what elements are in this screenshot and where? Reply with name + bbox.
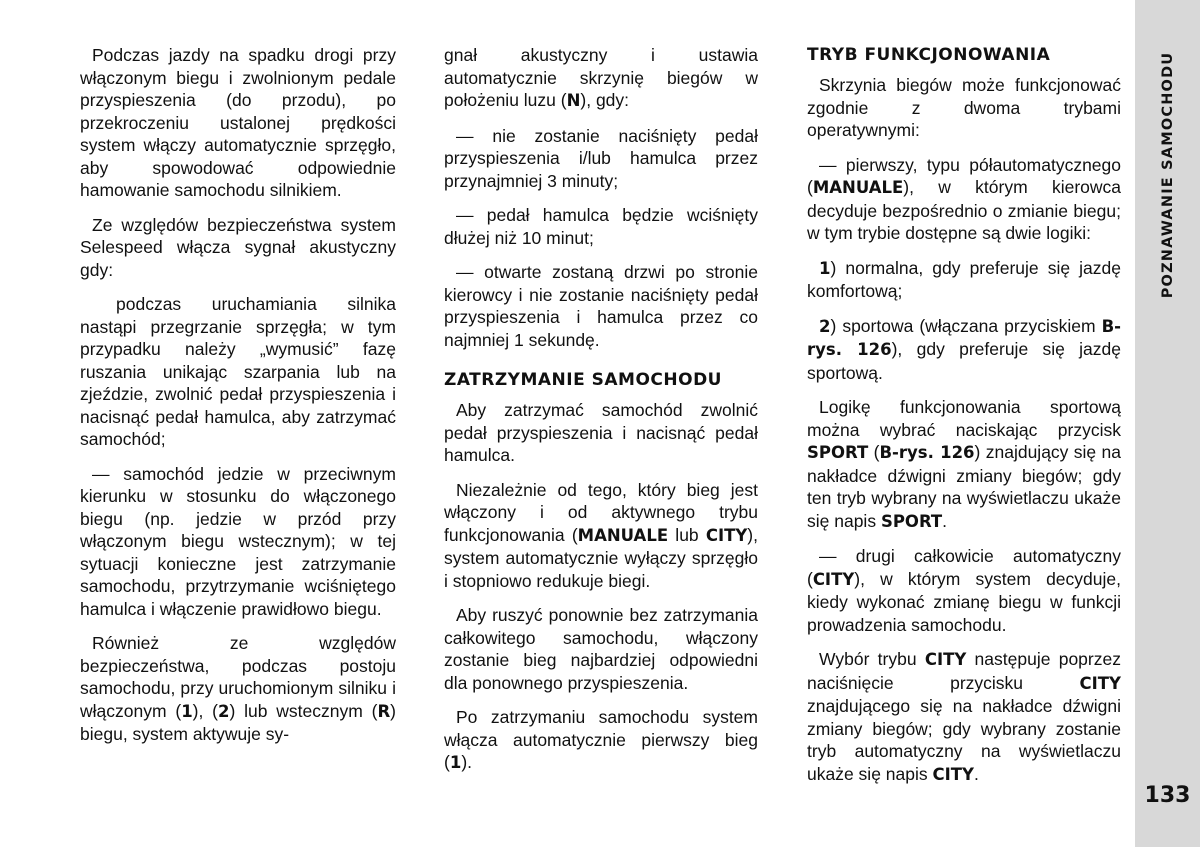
- text-run: lub: [668, 524, 706, 545]
- page-number: 133: [1144, 783, 1191, 808]
- text-run: .: [973, 763, 979, 784]
- text-run: ) biegu, system aktywuje sy-: [80, 700, 396, 744]
- text-run: Po zatrzymaniu samochodu system włącza automatycznie pierwszy bieg (: [444, 707, 758, 772]
- text-run: ) znajdujący się na nakładce dźwigni zmiany biegów; gdy ten tryb wybrany na wyświetlaczu ukaże się napis: [807, 442, 1121, 531]
- mode-label: CITY: [924, 650, 967, 669]
- figure-reference: B-rys. 126: [879, 443, 975, 462]
- text-run: — drugi całkowicie automatyczny (: [807, 546, 1121, 589]
- paragraph: Podczas jazdy na spadku drogi przy włączonym biegu i zwolnionym pedale przyspieszenia (do przodu), po przekroczeniu ustalonej prędkości system włączy automatycznie sprzęgło, aby spowodować odpowiednie hamowanie samochodu silnikiem.: [80, 45, 396, 200]
- paragraph: Aby ruszyć ponownie bez zatrzymania całkowitego samochodu, włączony zostanie bieg najbardziej odpowiedni dla ponownego przyspieszenia.: [444, 605, 758, 693]
- text-run: ) sportowa (włączana przyciskiem: [830, 315, 1102, 336]
- text-run: Wybór trybu: [819, 649, 925, 669]
- gear-label: 2: [218, 701, 230, 721]
- section-heading: TRYB FUNKCJONOWANIA: [807, 45, 1051, 65]
- chapter-title: POZNAWANIE SAMOCHODU: [1159, 51, 1176, 299]
- paragraph: Skrzynia biegów może funkcjonować zgodnie z dwoma trybami operatywnymi:: [807, 75, 1121, 140]
- paragraph: [807, 396, 1121, 533]
- paragraph: [80, 632, 396, 746]
- paragraph: podczas uruchamiania silnika nastąpi przegrzanie sprzęgła; w tym przypadku należy „wymusić” fazę ruszania unikając szarpania lub na zjeździe, zwolnić pedał przyspieszenia i nacisnąć pedał hamulca, aby zatrzymać samochód;: [80, 294, 396, 449]
- button-label: SPORT: [807, 443, 869, 462]
- paragraph: [807, 154, 1121, 245]
- text-run: ), gdy preferuje się jazdę sportową.: [807, 339, 1121, 383]
- text-run: Logikę funkcjonowania sportową można wybrać naciskając przycisk: [807, 397, 1121, 440]
- paragraph: [807, 545, 1121, 636]
- button-label: CITY: [1079, 673, 1121, 693]
- gear-label: R: [377, 701, 391, 721]
- display-label: CITY: [932, 764, 974, 784]
- text-run: gnał akustyczny i ustawia automatycznie skrzynię biegów w położeniu luzu (: [444, 45, 758, 110]
- paragraph: — pedał hamulca będzie wciśnięty dłużej niż 10 minut;: [444, 205, 758, 248]
- paragraph: [444, 706, 758, 775]
- paragraph: [444, 44, 758, 113]
- column-2: [444, 44, 758, 787]
- section-heading: ZATRZYMANIE SAMOCHODU: [444, 370, 722, 390]
- paragraph: Ze względów bezpieczeństwa system Selespeed włącza sygnał akustyczny gdy:: [80, 214, 396, 280]
- paragraph: — otwarte zostaną drzwi po stronie kierowcy i nie zostanie naciśnięty pedał przyspieszenia i hamulca przez co najmniej 1 sekundę.: [444, 262, 758, 350]
- column-1: [80, 44, 396, 758]
- gear-label: 1: [181, 701, 193, 721]
- figure-reference: B-rys. 126: [807, 316, 1121, 359]
- text-run: ), system automatycznie wyłączy sprzęgło i stopniowo redukuje biegi.: [444, 524, 758, 591]
- display-label: SPORT: [880, 511, 943, 531]
- text-run: ) lub wstecznym (: [229, 700, 378, 721]
- paragraph: [807, 257, 1121, 303]
- text-run: — pierwszy, typu półautomatycznego (: [807, 154, 1121, 197]
- paragraph: — samochód jedzie w przeciwnym kierunku w stosunku do włączonego biegu (np. jedzie w przód przy włączonym biegu wstecznym); w tej sytuacji konieczne jest zatrzymanie samochodu, przytrzymanie wciśniętego hamulca i włączenie prawidłowo biegu.: [80, 463, 396, 619]
- text-run: ), gdy:: [580, 90, 630, 110]
- paragraph: [807, 648, 1121, 786]
- text-run: (: [868, 442, 880, 462]
- gear-label: 1: [449, 753, 462, 772]
- chapter-title-tab: [1135, 0, 1200, 330]
- mode-label: CITY: [812, 569, 855, 589]
- text-run: ), w którym system decyduje, kiedy wykonać zmianę biegu w funkcji prowadzenia samochodu.: [807, 568, 1121, 635]
- column-3: [807, 44, 1121, 798]
- mode-label: MANUALE: [577, 525, 669, 545]
- text-run: Niezależnie od tego, który bieg jest włączony i od aktywnego trybu funkcjonowania (: [444, 479, 758, 545]
- mode-label: MANUALE: [812, 178, 904, 197]
- paragraph: [807, 315, 1121, 385]
- text-run: .: [942, 510, 948, 531]
- logic-number: 1: [819, 258, 831, 278]
- text-run: ).: [461, 752, 473, 772]
- paragraph: [444, 479, 758, 593]
- paragraph: Aby zatrzymać samochód zwolnić pedał przyspieszenia i nacisnąć pedał hamulca.: [444, 400, 758, 465]
- text-run: Również ze względów bezpieczeństwa, podczas postoju samochodu, przy uruchomionym silniku i włączonym (: [80, 633, 396, 721]
- text-run: ), w którym kierowca decyduje bezpośrednio o zmianie biegu; w tym trybie dostępne są dwie logiki:: [807, 177, 1121, 243]
- text-run: ) normalna, gdy preferuje się jazdę komfortową;: [807, 257, 1121, 301]
- text-run: znajdującego się na nakładce dźwigni zmiany biegów; gdy wybrany zostanie tryb automatyczny na wyświetlaczu ukaże się napis: [807, 696, 1121, 784]
- mode-label: CITY: [705, 525, 748, 545]
- logic-number: 2: [819, 316, 831, 336]
- text-run: ), (: [192, 700, 218, 721]
- text-run: następuje poprzez naciśnięcie przycisku: [807, 649, 1121, 693]
- gear-label: N: [566, 91, 581, 110]
- paragraph: — nie zostanie naciśnięty pedał przyspieszenia i/lub hamulca przez przynajmniej 3 minuty;: [444, 125, 758, 191]
